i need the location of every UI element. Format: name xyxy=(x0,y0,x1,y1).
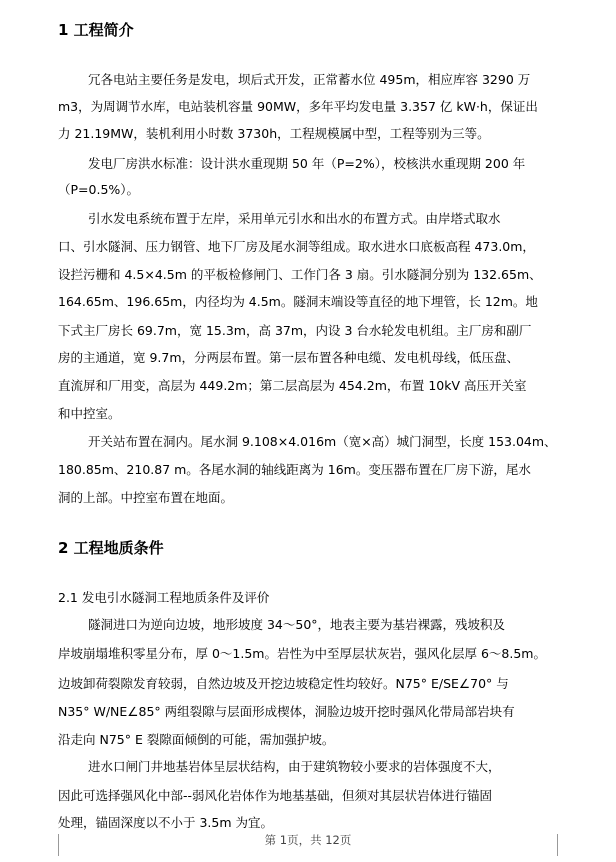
paragraph-line: 进水口闸门井地基岩体呈层状结构，由于建筑物较小要求的岩体强度不大， xyxy=(88,759,501,774)
paragraph-line: 处理，锚固深度以不小于 3.5m 为宜。 xyxy=(58,815,274,830)
paragraph-line: 岸坡崩塌堆积零星分布，厚 0～1.5m。岩性为中至厚层状灰岩，强风化层厚 6～8.5m。 xyxy=(58,646,546,661)
subsection-heading: 2.1 发电引水隧洞工程地质条件及评价 xyxy=(58,590,270,605)
paragraph-line: （P=0.5%）。 xyxy=(58,182,140,197)
paragraph-line: 180.85m、210.87 m。各尾水洞的轴线距离为 16m。变压器布置在厂房下游，尾水 xyxy=(58,462,531,477)
section-heading-2: 2 工程地质条件 xyxy=(58,539,164,557)
page-footer: 第 1页，共 12页 xyxy=(264,833,352,847)
paragraph-line: 发电厂房洪水标准：设计洪水重现期 50 年（P=2%），校核洪水重现期 200 年 xyxy=(88,156,526,171)
section-heading-1: 1 工程简介 xyxy=(58,21,134,39)
paragraph-line: 沿走向 N75° E 裂隙面倾倒的可能，需加强护坡。 xyxy=(58,732,335,747)
paragraph-line: 和中控室。 xyxy=(58,406,121,421)
paragraph-line: 隧洞进口为逆向边坡，地形坡度 34～50°，地表主要为基岩裸露，残坡积及 xyxy=(88,617,506,632)
paragraph-line: N35° W/NE∠85° 两组裂隙与层面形成楔体，洞脸边坡开挖时强风化带局部岩块有 xyxy=(58,704,515,719)
paragraph-line: 口、引水隧洞、压力钢管、地下厂房及尾水洞等组成。取水进水口底板高程 473.0m， xyxy=(58,239,535,254)
paragraph-line: 设拦污栅和 4.5×4.5m 的平板检修闸门、工作门各 3 扇。引水隧洞分别为 132.65m、 xyxy=(58,267,542,282)
paragraph-line: 直流屏和厂用变，高层为 449.2m；第二层高层为 454.2m，布置 10kV 高压开关室 xyxy=(58,378,527,393)
paragraph-line: 边坡卸荷裂隙发育较弱，自然边坡及开挖边坡稳定性均较好。N75° E/SE∠70° 与 xyxy=(58,676,509,691)
paragraph-line: 力 21.19MW，装机利用小时数 3730h，工程规模属中型，工程等别为三等。 xyxy=(58,126,490,141)
paragraph-line: 洞的上部。中控室布置在地面。 xyxy=(58,490,234,505)
paragraph-line: 164.65m、196.65m，内径均为 4.5m。隧洞末端设等直径的地下埋管，长 12m。地 xyxy=(58,294,538,309)
paragraph-line: 因此可选择强风化中部--弱风化岩体作为地基基础，但须对其层状岩体进行锚固 xyxy=(58,788,493,803)
paragraph-line: 冗各电站主要任务是发电，坝后式开发，正常蓄水位 495m，相应库容 3290 万 xyxy=(88,72,531,87)
paragraph-line: 房的主通道，宽 9.7m，分两层布置。第一层布置各种电缆、发电机母线，低压盘、 xyxy=(58,350,520,365)
paragraph-line: 开关站布置在洞内。尾水洞 9.108×4.016m（宽×高）城门洞型，长度 153.04m、 xyxy=(88,434,557,449)
paragraph-line: 引水发电系统布置于左岸，采用单元引水和出水的布置方式。由岸塔式取水 xyxy=(88,211,501,226)
paragraph-line: m3，为周调节水库，电站装机容量 90MW，多年平均发电量 3.357 亿 kW·h，保证出 xyxy=(58,99,538,114)
paragraph-line: 下式主厂房长 69.7m，宽 15.3m，高 37m，内设 3 台水轮发电机组。主厂房和副厂 xyxy=(58,323,532,338)
